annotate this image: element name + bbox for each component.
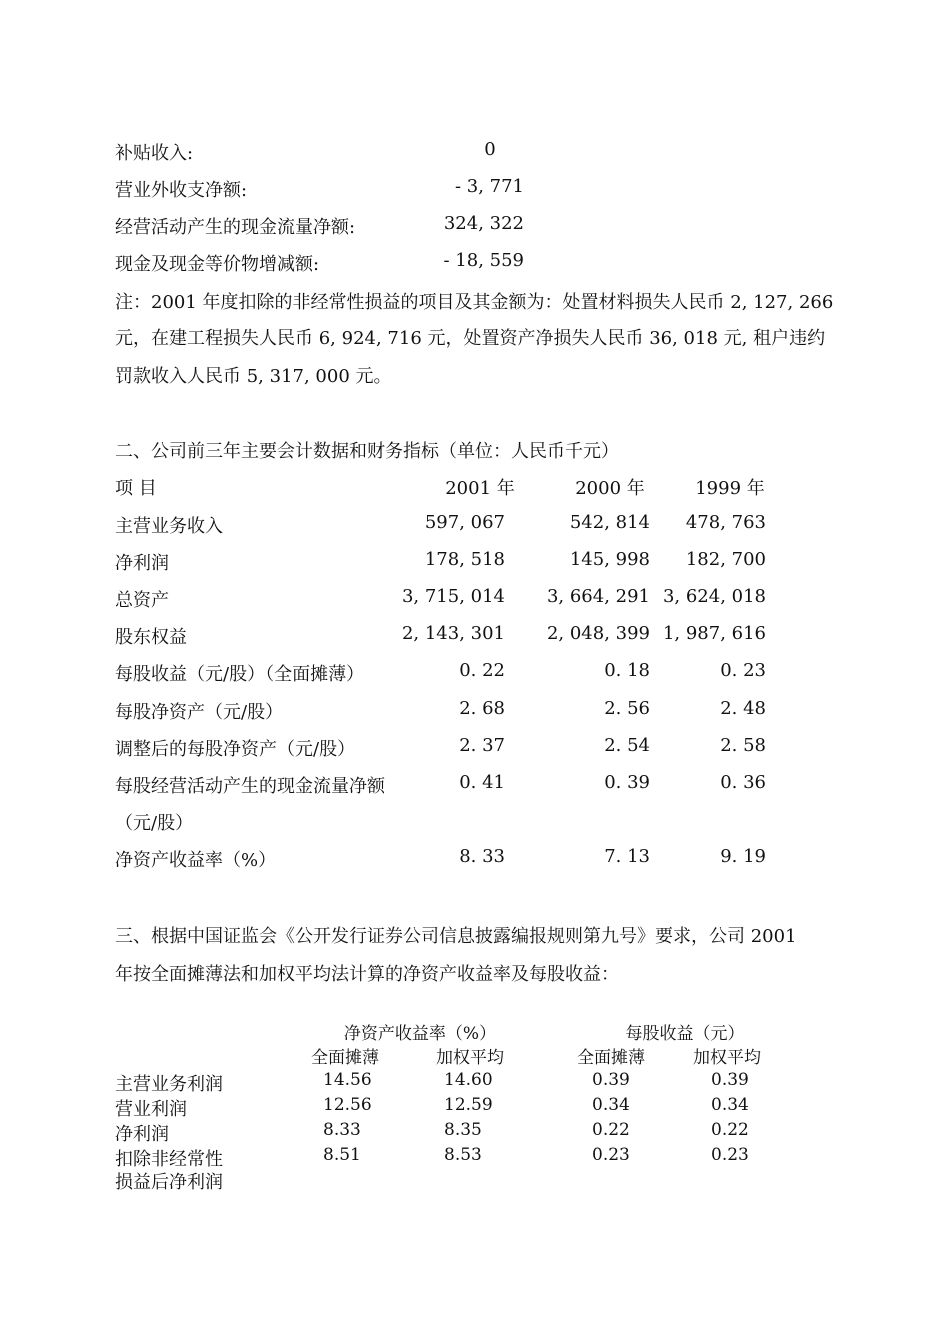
summary-value: - 18, 559 — [443, 250, 524, 271]
table-cell: 2, 143, 301 — [401, 623, 505, 644]
sub-header: 加权平均 — [436, 1048, 504, 1068]
table-row-label: 总资产 — [115, 590, 169, 611]
table-row-label: 股东权益 — [115, 627, 187, 648]
summary-label: 补贴收入: — [115, 143, 194, 164]
sub-header: 全面摊薄 — [311, 1048, 379, 1068]
table-cell: 0.22 — [711, 1120, 749, 1140]
table-cell: 2. 54 — [604, 735, 650, 756]
table-cell: 8.35 — [444, 1120, 482, 1140]
year-header: 2001 年 — [445, 478, 515, 499]
table-cell: 8.53 — [444, 1145, 482, 1165]
group-header-eps: 每股收益（元） — [625, 1024, 745, 1044]
summary-label: 现金及现金等价物增减额: — [115, 254, 320, 275]
table-cell: 2. 48 — [720, 698, 766, 719]
table-cell: 0. 36 — [720, 772, 766, 793]
table-cell: 0.39 — [592, 1070, 630, 1090]
table-cell: 0.23 — [711, 1145, 749, 1165]
table-row-label: 扣除非经常性 — [115, 1149, 223, 1170]
table-row-label: 净利润 — [115, 553, 169, 574]
table-cell: 0. 41 — [459, 772, 505, 793]
sub-header: 加权平均 — [693, 1048, 761, 1068]
summary-label: 经营活动产生的现金流量净额: — [115, 217, 356, 238]
table-cell: 0. 39 — [604, 772, 650, 793]
table-row-label: （元/股） — [115, 813, 194, 834]
table-row-label: 净利润 — [115, 1124, 169, 1145]
table-cell: 0.39 — [711, 1070, 749, 1090]
table-cell: 0.23 — [592, 1145, 630, 1165]
table-cell: 8. 33 — [459, 846, 505, 867]
table-row-label: 净资产收益率（%） — [115, 850, 277, 871]
table-row-label: 每股经营活动产生的现金流量净额 — [115, 776, 385, 797]
table-row-label: 主营业务收入 — [115, 516, 223, 537]
table-cell: 0.22 — [592, 1120, 630, 1140]
table-row-label: 每股净资产（元/股） — [115, 702, 284, 723]
table-row-label: 调整后的每股净资产（元/股） — [115, 739, 356, 760]
table-cell: 0.34 — [592, 1095, 630, 1115]
table-cell: 8.51 — [323, 1145, 361, 1165]
table-cell: 597, 067 — [424, 512, 505, 533]
table-cell: 178, 518 — [424, 549, 505, 570]
table-cell: 2. 37 — [459, 735, 505, 756]
table-header-label: 项 目 — [115, 478, 157, 499]
table-cell: 0.34 — [711, 1095, 749, 1115]
table-cell: 3, 664, 291 — [546, 586, 650, 607]
group-header-roe: 净资产收益率（%） — [343, 1024, 497, 1044]
table-cell: 12.59 — [444, 1095, 493, 1115]
summary-value: - 3, 771 — [454, 176, 524, 197]
table-cell: 182, 700 — [685, 549, 766, 570]
section-title: 二、公司前三年主要会计数据和财务指标（单位：人民币千元） — [115, 441, 619, 462]
table-cell: 12.56 — [323, 1095, 372, 1115]
table-cell: 145, 998 — [569, 549, 650, 570]
table-cell: 3, 624, 018 — [662, 586, 766, 607]
year-header: 1999 年 — [695, 478, 765, 499]
table-cell: 1, 987, 616 — [662, 623, 766, 644]
summary-value: 0 — [484, 139, 496, 160]
table-cell: 7. 13 — [604, 846, 650, 867]
table-cell: 2. 58 — [720, 735, 766, 756]
table-cell: 3, 715, 014 — [401, 586, 505, 607]
intro-line: 年按全面摊薄法和加权平均法计算的净资产收益率及每股收益： — [115, 964, 619, 985]
table-row-label: 每股收益（元/股）（全面摊薄） — [115, 664, 365, 685]
table-row-label: 营业利润 — [115, 1099, 187, 1120]
table-cell: 0. 23 — [720, 660, 766, 681]
table-cell: 2. 56 — [604, 698, 650, 719]
table-cell: 8.33 — [323, 1120, 361, 1140]
note-line: 注：2001 年度扣除的非经常性损益的项目及其金额为：处置材料损失人民币 2, 127, 266 — [115, 292, 834, 313]
note-line: 罚款收入人民币 5, 317, 000 元。 — [115, 366, 392, 387]
table-cell: 9. 19 — [720, 846, 766, 867]
table-cell: 0. 18 — [604, 660, 650, 681]
table-cell: 2. 68 — [459, 698, 505, 719]
table-cell: 478, 763 — [685, 512, 766, 533]
table-cell: 0. 22 — [459, 660, 505, 681]
row-label-continued: 损益后净利润 — [115, 1172, 223, 1193]
table-cell: 2, 048, 399 — [546, 623, 650, 644]
summary-label: 营业外收支净额: — [115, 180, 248, 201]
table-cell: 14.56 — [323, 1070, 372, 1090]
table-cell: 542, 814 — [569, 512, 650, 533]
intro-line: 三、根据中国证监会《公开发行证券公司信息披露编报规则第九号》要求，公司 2001 — [115, 926, 797, 947]
table-row-label: 主营业务利润 — [115, 1074, 223, 1095]
sub-header: 全面摊薄 — [577, 1048, 645, 1068]
table-cell: 14.60 — [444, 1070, 493, 1090]
summary-value: 324, 322 — [443, 213, 524, 234]
year-header: 2000 年 — [575, 478, 645, 499]
note-line: 元，在建工程损失人民币 6, 924, 716 元，处置资产净损失人民币 36, 018 元, 租户违约 — [115, 328, 826, 349]
